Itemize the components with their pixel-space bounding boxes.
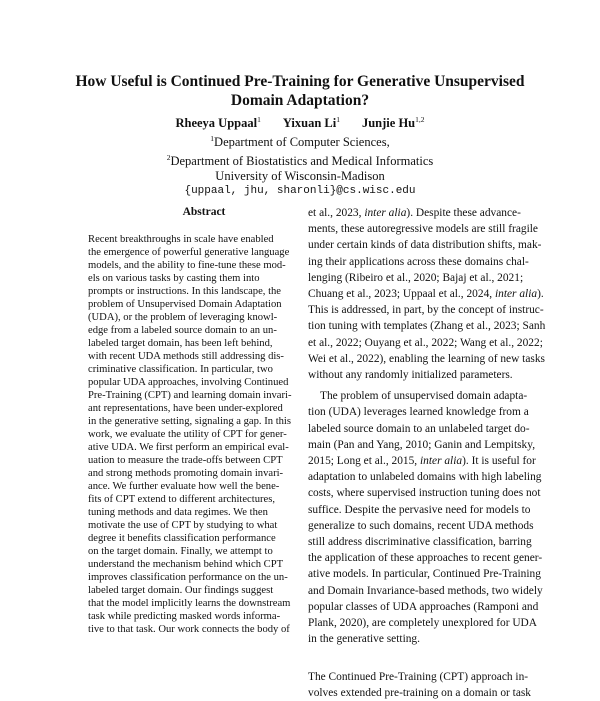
abstract-line: fits of CPT extend to different architectures, <box>88 494 276 505</box>
abstract-line: problem of Unsupervised Domain Adaptation <box>88 299 282 310</box>
abstract-line: ant representations, have been under-explored <box>88 403 283 414</box>
author-name: Yixuan Li <box>282 116 337 131</box>
introduction-body <box>308 205 546 701</box>
body-line: Plank, 2020), are completely unexplored for UDA <box>308 617 538 630</box>
abstract-line: labeled target domain. Our findings suggest <box>88 585 274 596</box>
author-sup: 1,2 <box>415 115 425 124</box>
body-line: The Continued Pre-Training (CPT) approach in- <box>308 670 529 683</box>
author-block <box>40 112 560 199</box>
body-line: adaptation to unlabeled domains with high labeling <box>308 471 542 484</box>
body-line: tion (UDA) leverages learned knowledge from a <box>308 406 529 419</box>
abstract-line: in the generative setting, signaling a gap. In this <box>88 416 291 427</box>
affiliation-sup: 2 <box>166 153 171 163</box>
body-line: Chuang et al., 2023; Uppaal et al., 2024, inter alia). <box>308 288 544 301</box>
author-names <box>40 112 560 131</box>
abstract-line: work, we evaluate the utility of CPT for gener- <box>88 429 287 440</box>
body-line: suffice. Despite the pervasive need for models to <box>308 503 531 516</box>
abstract-line: ance. We further evaluate how well the bene- <box>88 481 280 492</box>
author-name: Rheeya Uppaal <box>175 116 258 131</box>
abstract-line: and strong methods promoting domain invari- <box>88 468 284 479</box>
body-paragraph <box>308 205 546 383</box>
paper-title <box>40 72 560 110</box>
body-line: ments, these autoregressive models are still fragile <box>308 223 538 236</box>
affiliation <box>40 131 560 150</box>
body-line: main (Pan and Yang, 2010; Ganin and Lempitsky, <box>308 438 536 451</box>
body-line: lenging (Ribeiro et al., 2020; Bajaj et al., 2021; <box>308 271 524 284</box>
abstract-line: criminative classification. In particular, two <box>88 364 273 375</box>
abstract-line: that the model implicitly learns the downstream <box>88 598 291 609</box>
abstract-line: uation to measure the trade-offs between CPT <box>88 455 283 466</box>
body-line: et al., 2023, inter alia). Despite these advance- <box>308 207 521 219</box>
author-emails: {uppaal, jhu, sharonli}@cs.wisc.edu <box>184 185 416 198</box>
introduction-column <box>308 205 546 701</box>
abstract-line: degree it benefits classification performance <box>88 533 276 544</box>
title-line: How Useful is Continued Pre-Training for Generative Unsupervised <box>75 73 525 90</box>
abstract-line: tuning methods and data regimes. We then <box>88 507 268 518</box>
body-line: under certain kinds of data distribution shifts, mak- <box>308 239 542 252</box>
affiliation-sup: 1 <box>210 134 215 144</box>
body-line: costs, where supervised instruction tuning does not <box>308 487 541 500</box>
body-line: the application of these approaches to recent gener- <box>308 552 543 565</box>
abstract-heading: Abstract <box>182 206 226 218</box>
affiliation <box>40 169 560 184</box>
affiliation-text: Department of Computer Sciences, <box>214 135 390 150</box>
abstract-line: motivate the use of CPT by studying to what <box>88 520 278 531</box>
abstract-line: ative UDA. We first perform an empirical eval- <box>88 442 289 453</box>
abstract-line: understand the mechanism behind which CPT <box>88 559 284 570</box>
abstract-line: Pre-Training (CPT) and learning domain invari- <box>88 390 292 401</box>
abstract-line: with recent UDA methods still addressing dis- <box>88 351 284 362</box>
body-line: tion tuning with templates (Zhang et al., 2023; Sanh <box>308 320 546 333</box>
body-line: Wei et al., 2022), enabling the learning of new tasks <box>308 352 545 365</box>
body-line: and Domain Invariance-based methods, two widely <box>308 584 543 597</box>
body-line: labeled source domain to an unlabeled target do- <box>308 422 530 435</box>
body-line: still address discriminative classification, barring <box>308 536 532 549</box>
abstract-line: Recent breakthroughs in scale have enabled <box>88 234 274 245</box>
abstract-body <box>88 233 320 636</box>
body-line: ative models. In particular, Continued Pre-Training <box>308 568 541 581</box>
body-line: volves extended pre-training on a domain or task <box>308 686 532 699</box>
title-line: Domain Adaptation? <box>230 92 370 109</box>
affiliation <box>40 150 560 169</box>
body-line: This is addressed, in part, by the concept of instruc- <box>308 304 544 317</box>
abstract-line: improves classification performance on the un- <box>88 572 288 583</box>
abstract-line: labeled target domain, has been left behind, <box>88 338 273 349</box>
abstract-line: task while predicting masked words informa- <box>88 611 281 622</box>
body-line: et al., 2022; Ouyang et al., 2022; Wang et al., 2022; <box>308 336 543 349</box>
author-sup: 1 <box>257 115 261 124</box>
abstract-line: on the target domain. Finally, we attempt to <box>88 546 273 557</box>
abstract-line: popular UDA approaches, involving Continued <box>88 377 289 388</box>
abstract-column <box>88 205 320 636</box>
body-line: generalize to such domains, recent UDA methods <box>308 519 534 532</box>
abstract-line: models, and the ability to fine-tune these mod- <box>88 260 286 271</box>
body-line: without any randomly initialized parameters. <box>308 369 513 382</box>
abstract-line: tive to that task. Our work connects the body of <box>88 624 290 635</box>
affiliation-text: Department of Biostatistics and Medical Informatics <box>170 154 434 169</box>
author-name: Junjie Hu <box>361 116 416 131</box>
abstract-line: the emergence of powerful generative language <box>88 247 290 258</box>
abstract-line: edge from a labeled source domain to an un- <box>88 325 277 336</box>
body-paragraph <box>308 652 540 701</box>
abstract-line: prompts or instructions. In this landscape, the <box>88 286 282 297</box>
affiliation-text: University of Wisconsin-Madison <box>215 169 385 184</box>
author-sup: 1 <box>336 115 340 124</box>
body-line: The problem of unsupervised domain adapta- <box>320 390 528 403</box>
abstract-line: (UDA), or the problem of leveraging knowl- <box>88 312 278 323</box>
body-line: popular classes of UDA approaches (Ramponi and <box>308 600 539 613</box>
body-line: 2015; Long et al., 2015, inter alia). It is useful for <box>308 455 536 468</box>
abstract-line: els on various tasks by casting them into <box>88 273 260 284</box>
body-paragraph <box>308 388 543 647</box>
body-line: ing their applications across these domains chal- <box>308 255 529 268</box>
body-line: in the generative setting. <box>308 633 420 646</box>
